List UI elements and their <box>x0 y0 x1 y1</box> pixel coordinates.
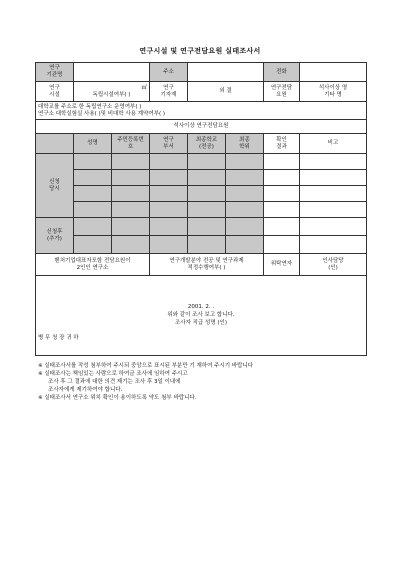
report-date: 2001. 2. . <box>187 304 215 310</box>
note-item: 조사 후 그 결과에 대한 의견 제기는 조사 후 3일 이내에 <box>48 379 181 385</box>
row-column-headers <box>36 134 367 154</box>
col-degree: 최종 학위 <box>226 134 264 154</box>
table-row <box>36 154 367 170</box>
consignor-label: 위탁연자 <box>264 254 300 276</box>
notes-section <box>38 362 368 402</box>
phone-label: 전화 <box>264 63 300 82</box>
row-university <box>36 102 367 120</box>
venture-staff-info: 벤처기업대표자포함 전담요원이 2인인 연구소 <box>36 254 150 276</box>
org-name-value[interactable] <box>74 63 150 82</box>
equipment-value[interactable]: 외 결 <box>188 82 264 102</box>
address-label: 주소 <box>150 63 188 82</box>
university-lab-info: 대학교를 주소로 한 독립연구소 운영여부( ) 연구소 대학실험실 사용( )및 비대학 사용 계약여부( ) <box>36 102 367 120</box>
col-check-result: 확인 결과 <box>264 134 300 154</box>
addressee: 병 무 청 장 귀 하 <box>38 335 79 341</box>
col-remarks: 비고 <box>300 134 367 154</box>
row-signature <box>36 276 367 356</box>
document-title: 연구시설 및 연구전담요원 실태조사서 <box>139 47 261 55</box>
signature-block <box>36 276 367 356</box>
col-department: 연구 부서 <box>150 134 188 154</box>
staff-label: 연구전담 요원 <box>264 82 300 102</box>
hr-manager-sign[interactable]: 인사담당 (인) <box>300 254 367 276</box>
group-header-blank <box>36 134 74 154</box>
note-item: ※ 실태조사서를 작성 첨부하여 주시되 중앙으로 표시된 부분만 기 재하여 주시기 바랍니다 <box>38 363 254 369</box>
address-value[interactable] <box>188 63 264 82</box>
report-statement: 위와 같이 조사 보고 합니다. <box>167 312 235 318</box>
col-resident-number: 주민등록번 호 <box>112 134 150 154</box>
row-org-info <box>36 63 367 82</box>
org-name-label: 연구 기관명 <box>36 63 74 82</box>
research-field-check: 연구개발분야 전공 및 연구과제 적정수행여부( ) <box>150 254 264 276</box>
section-header: 석사이상 연구전담요원 <box>36 120 367 134</box>
row-footer-info <box>36 254 367 276</box>
note-item: ※ 실태조사는 책임있는 사람으로 하여금 조사에 임하여 주시고 <box>38 371 188 377</box>
group-a-label: 신청 당시 <box>36 154 74 218</box>
inspector-line: 조사자 직급 성명 (인) <box>174 320 228 326</box>
table-row <box>36 170 367 186</box>
table-row <box>36 218 367 236</box>
survey-form-table <box>35 62 367 356</box>
note-item: ※ 실태조사서 연구소 위치 확인이 용이하도록 약도 첨부 바랍니다. <box>38 395 197 401</box>
facility-label: 연구 시설 <box>36 82 74 102</box>
facility-value[interactable]: ㎡ 독립시설여부( ) <box>74 82 150 102</box>
phone-value[interactable] <box>300 63 367 82</box>
row-facility <box>36 82 367 102</box>
table-row <box>36 186 367 202</box>
group-b-label: 신청후 (추가) <box>36 218 74 254</box>
equipment-label: 연구 기자재 <box>150 82 188 102</box>
row-section-header <box>36 120 367 134</box>
col-name: 성명 <box>74 134 112 154</box>
table-row <box>36 202 367 218</box>
staff-value[interactable]: 석사이상 명 기타 명 <box>300 82 367 102</box>
note-item: 조사자에게 제기하여야 합니다. <box>48 387 123 393</box>
table-row <box>36 236 367 254</box>
col-school-major: 최종학교 (전공) <box>188 134 226 154</box>
